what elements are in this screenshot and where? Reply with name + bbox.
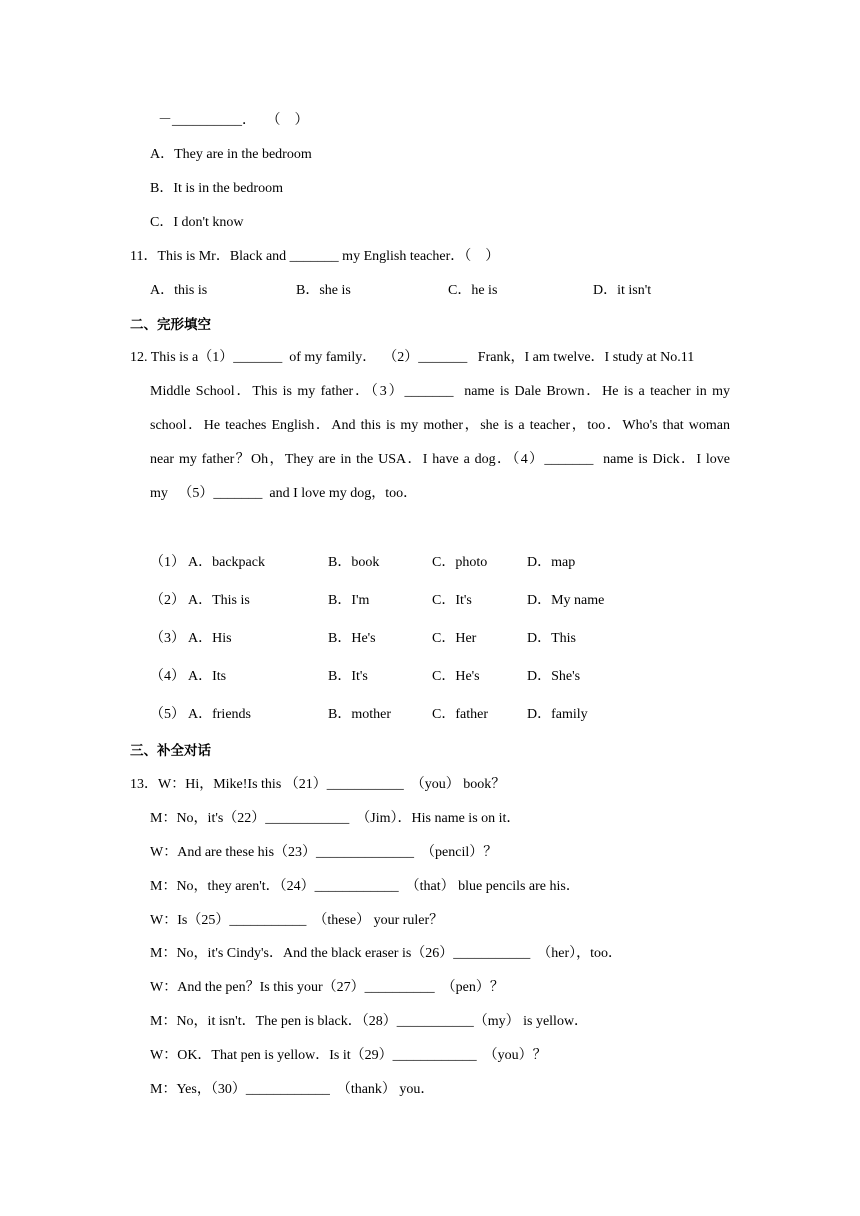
dialogue-line-10: M：Yes，（30）____________ （thank） you． (150, 1082, 435, 1097)
choice-a: A．backpack (188, 555, 265, 570)
dialogue-line-6: M：No，it's Cindy's．And the black eraser is（26）___________ （her），too． (150, 946, 623, 961)
section2-title: 二、完形填空 (130, 317, 211, 333)
choice-row-2 (0, 591, 860, 611)
q11-option-c: C．he is (448, 283, 498, 298)
choice-number: （2） (150, 593, 185, 608)
choice-number: （1） (150, 555, 185, 570)
q11-option-d: D．it isn't (593, 283, 652, 298)
choice-c: C．photo (432, 555, 488, 570)
dialogue-line-7: W：And the pen？Is this your（27）__________ （pen）？ (150, 980, 504, 995)
choice-d: D．This (527, 631, 576, 646)
choice-d: D．My name (527, 593, 605, 608)
dialogue-line-2: M：No，it's（22）____________ （Jim）．His name is on it． (150, 811, 521, 826)
choice-number: （5） (150, 707, 185, 722)
passage-line-3: school．He teaches English．And this is my mother，she is a teacher，too．Who's that woman (150, 418, 730, 433)
choice-a: A．Its (188, 669, 227, 684)
choice-b: B．I'm (328, 593, 370, 608)
choice-b: B．It's (328, 669, 368, 684)
q10-option-b: B．It is in the bedroom (150, 181, 283, 196)
choice-c: C．He's (432, 669, 480, 684)
dialogue-line-9: W：OK．That pen is yellow．Is it（29）____________ （you）？ (150, 1048, 547, 1063)
choice-c: C．It's (432, 593, 472, 608)
passage-line-2: Middle School．This is my father．（3）_______ name is Dale Brown．He is a teacher in my (150, 384, 730, 399)
choice-row-1 (0, 553, 860, 573)
choice-a: A．This is (188, 593, 250, 608)
section3-title: 三、补全对话 (130, 743, 211, 759)
passage-line-5: my （5）_______ and I love my dog，too． (150, 486, 418, 501)
q10-option-c: C．I don't know (150, 215, 244, 230)
choice-number: （4） (150, 669, 185, 684)
q10-stem: －__________． （ ） (158, 113, 309, 128)
choice-row-4 (0, 667, 860, 687)
choice-d: D．She's (527, 669, 581, 684)
dialogue-line-3: W：And are these his（23）______________ （pencil）？ (150, 845, 498, 860)
dialogue-line-1: 13．W：Hi，Mike!Is this （21）___________ （you） book？ (130, 777, 506, 792)
choice-a: A．His (188, 631, 232, 646)
q10-option-a: A．They are in the bedroom (150, 147, 312, 162)
choice-b: B．He's (328, 631, 376, 646)
choice-row-5 (0, 705, 860, 725)
choice-d: D．family (527, 707, 588, 722)
dialogue-line-8: M：No，it isn't．The pen is black．（28）___________（my） is yellow． (150, 1014, 589, 1029)
choice-c: C．father (432, 707, 488, 722)
choice-c: C．Her (432, 631, 477, 646)
choice-a: A．friends (188, 707, 251, 722)
choice-b: B．mother (328, 707, 391, 722)
choice-row-3 (0, 629, 860, 649)
dialogue-line-5: W：Is（25）___________ （these） your ruler？ (150, 913, 444, 928)
choice-d: D．map (527, 555, 576, 570)
q11-option-b: B．she is (296, 283, 351, 298)
q11-option-a: A．this is (150, 283, 208, 298)
passage-line-1: 12. This is a（1）_______ of my family． （2）_______ Frank，I am twelve．I study at No.11 (130, 350, 695, 365)
passage-line-4: near my father？Oh，They are in the USA．I have a dog．（4）_______ name is Dick．I love (150, 452, 730, 467)
q11-stem: 11．This is Mr．Black and _______ my English teacher．（ ） (130, 249, 500, 264)
choice-b: B．book (328, 555, 380, 570)
choice-number: （3） (150, 631, 185, 646)
dialogue-line-4: M：No，they aren't．（24）____________ （that） blue pencils are his． (150, 879, 580, 894)
